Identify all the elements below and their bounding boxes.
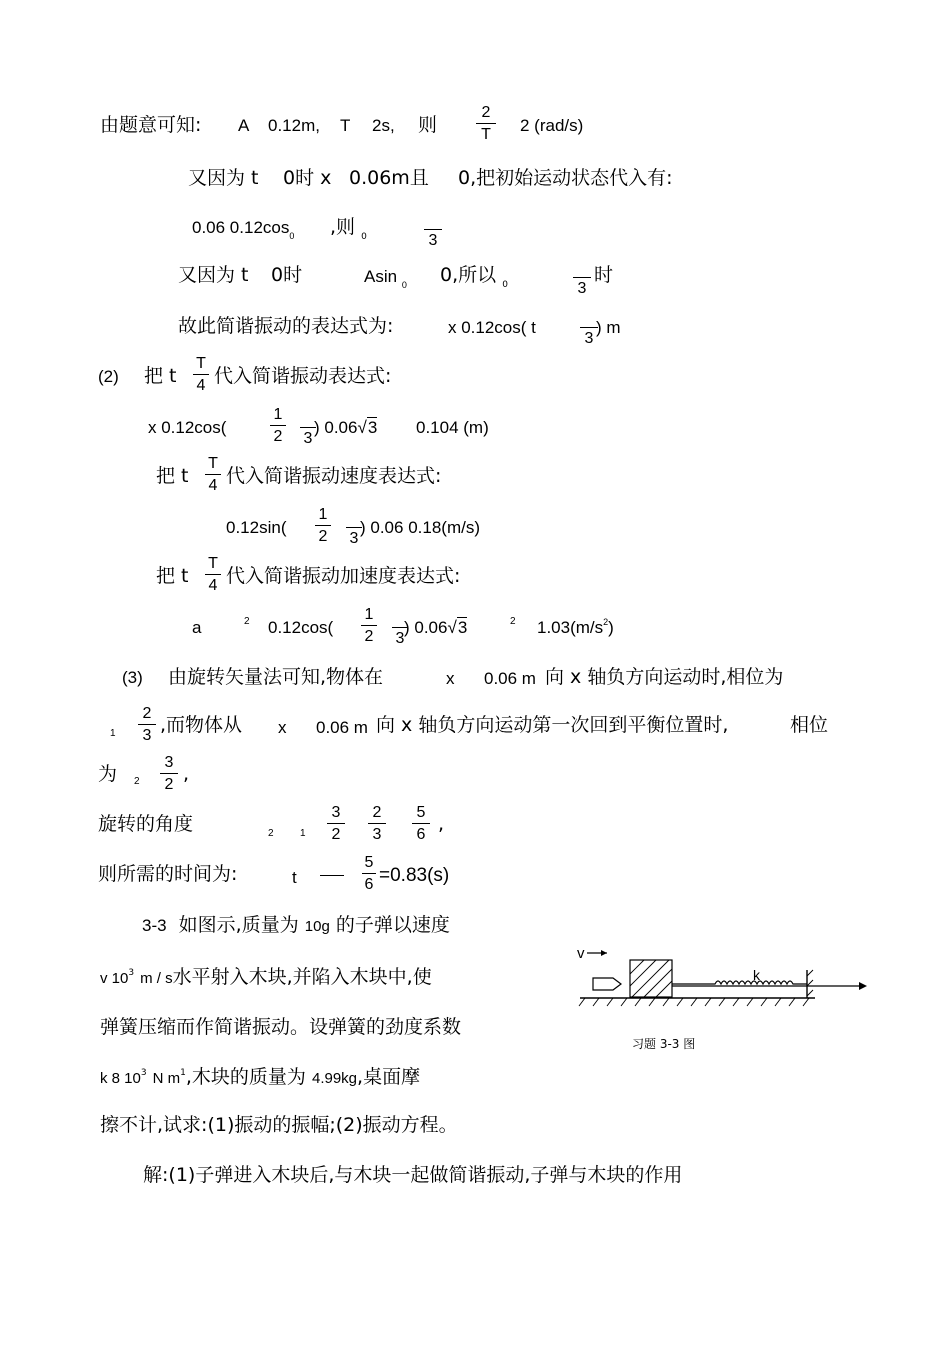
text: , (438, 813, 445, 835)
math: t (292, 868, 297, 887)
math: x 0.12cos( t (448, 318, 536, 337)
text: 则所需的时间为: (98, 863, 238, 885)
math: ) m (596, 318, 621, 337)
math: 0.12cos( (268, 618, 334, 637)
fraction: 5 6 (412, 804, 430, 844)
superscript: 2 (510, 616, 516, 627)
text: 把 t (156, 565, 189, 587)
math-val: 2s, (372, 116, 395, 135)
math: $1.03(m/s^2)$ (537, 617, 614, 637)
fraction: 3 (424, 210, 442, 250)
text: 代入简谐振动表达式: (214, 365, 392, 387)
ground-hatch (579, 998, 809, 1006)
fraction: 3 (300, 408, 316, 448)
text: 时 (594, 264, 614, 286)
text: 代入简谐振动加速度表达式: (226, 565, 461, 587)
math: ) 0.06√3 (404, 618, 468, 637)
wall-hatch (807, 970, 813, 996)
superscript: 2 (244, 616, 250, 627)
fraction: T 4 (193, 355, 209, 395)
text: 则 (418, 114, 438, 136)
fraction: 3 (346, 508, 362, 548)
math-T: T (340, 116, 351, 135)
fraction: 2 T (476, 104, 496, 144)
text: 由旋转矢量法可知,物体在 (168, 666, 384, 688)
text: 故此简谐振动的表达式为: (178, 315, 394, 337)
fraction: 3 (580, 308, 598, 348)
text: 又因为 t (188, 167, 259, 189)
math: 0.06 $0.12\cos_0$ (192, 218, 295, 241)
fraction: 5 6 (362, 854, 376, 894)
problem-line-2: v $10^3$ m / s水平射入木块,并陷入木块中,使 (100, 966, 432, 988)
fraction: T 4 (205, 555, 221, 595)
text: 相位 (790, 714, 829, 736)
math: x (278, 718, 287, 737)
text: 0.06m且 (349, 167, 429, 189)
math: 0.06 m (316, 718, 368, 737)
problem-line-5: 擦不计,试求:(1)振动的振幅;(2)振动方程。 (100, 1114, 458, 1136)
block-hatch (630, 960, 672, 997)
item-number: (3) (122, 668, 143, 687)
math-val: 0.12m, (268, 116, 320, 135)
text: 为 (98, 763, 118, 785)
fraction: 3 2 (160, 754, 178, 794)
figure-bullet-spring-block (575, 940, 875, 1060)
math: Asin $_0$ (364, 267, 407, 290)
fraction: 3 (392, 608, 408, 648)
math: 0.12sin( (226, 518, 287, 537)
subscript: 1 (110, 728, 116, 739)
line-1 (100, 113, 201, 137)
bullet (593, 978, 621, 990)
subscript: 2 (134, 776, 140, 787)
v-label: v (577, 945, 585, 962)
figure-caption: 习题 3-3 图 (632, 1037, 696, 1051)
fraction: T 4 (205, 455, 221, 495)
text: 代入简谐振动速度表达式: (226, 465, 442, 487)
math-A: A (238, 116, 250, 135)
problem-line-3: 弹簧压缩而作简谐振动。设弹簧的劲度系数 (100, 1016, 462, 1038)
x-axis-arrow (859, 982, 867, 990)
subscript: 1 (300, 828, 306, 839)
text: 向 x 轴负方向运动时,相位为 (545, 666, 784, 688)
arrow-head (601, 950, 607, 956)
text: ,而物体从 (160, 714, 243, 736)
text: 0,把初始运动状态代入有: (458, 167, 673, 189)
subscript: 2 (268, 828, 274, 839)
text: 又因为 t (178, 264, 249, 286)
math: =0.83(s) (379, 865, 450, 886)
text: 把 t (144, 365, 177, 387)
math: x (446, 669, 455, 688)
text: 由题意可知: (100, 114, 202, 136)
fraction: 1 2 (315, 506, 331, 546)
math: 0.06 m (484, 669, 536, 688)
math: ) 0.06 0.18(m/s) (360, 518, 480, 537)
text: 0,所以 $_0$ (440, 264, 508, 290)
fraction: 2 3 (138, 705, 156, 745)
text: 把 t (156, 465, 189, 487)
text: 向 x 轴负方向运动第一次回到平衡位置时, (376, 714, 729, 736)
solution-line-1: 解:(1)子弹进入木块后,与木块一起做简谐振动,子弹与木块的作用 (143, 1164, 683, 1186)
problem-line-4: k 8 $10^3$ N $m^1$,木块的质量为 4.99kg,桌面摩 (100, 1066, 421, 1088)
text: , (183, 763, 190, 785)
spring (672, 981, 807, 984)
item-number: (2) (98, 367, 119, 386)
fraction-bar (320, 875, 344, 876)
fraction: 1 2 (361, 606, 377, 646)
text: 0时 (271, 264, 303, 286)
math: 0.104 (m) (416, 418, 489, 437)
math: x 0.12cos( (148, 418, 227, 437)
math-omega: 2 (rad/s) (520, 116, 584, 135)
math: ) 0.06√3 (314, 418, 378, 437)
text: 旋转的角度 (98, 813, 194, 835)
fraction: 1 2 (270, 406, 286, 446)
fraction: 2 3 (368, 804, 386, 844)
k-label: k (753, 967, 760, 983)
math: a (192, 618, 202, 637)
text: 0时 x (283, 167, 332, 189)
problem-line-1: 3-3 如图示,质量为 10g 的子弹以速度 (142, 914, 450, 936)
text: ,则 $_0$ (330, 216, 367, 242)
fraction: 3 2 (327, 804, 345, 844)
fraction: 3 (573, 258, 591, 298)
